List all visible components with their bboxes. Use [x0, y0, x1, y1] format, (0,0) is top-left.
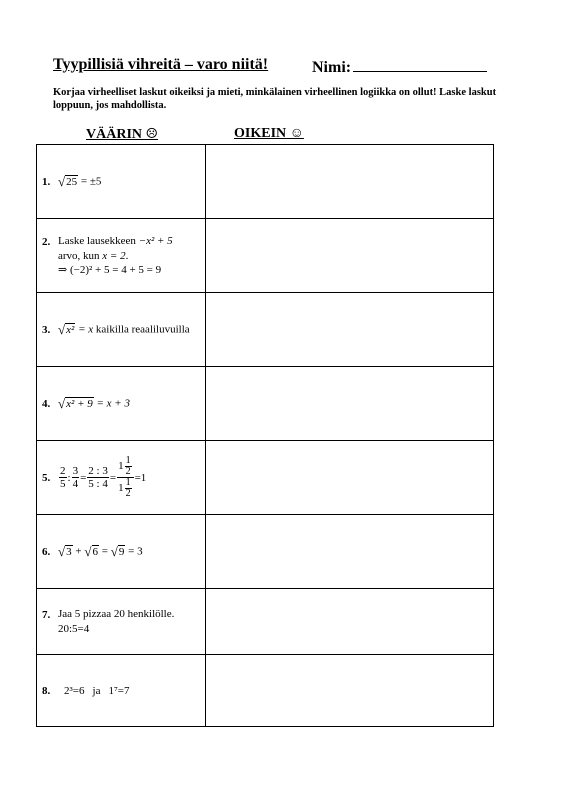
wrong-cell-2: 2. Laske lausekkeen −x² + 5 arvo, kun x = 2. ⇒ (−2)² + 5 = 4 + 5 = 9	[37, 219, 206, 293]
exercise-number: 1.	[42, 175, 51, 188]
answer-cell-2[interactable]	[206, 219, 494, 293]
expression-rest: = 3	[125, 545, 143, 558]
expression: √ x² + 9 = x + 3	[58, 395, 130, 411]
title-text: Tyypillisiä vihreitä – varo niitä!	[53, 56, 269, 73]
table-row	[37, 515, 494, 589]
expression: 20:5=4	[58, 622, 90, 635]
expression: x = 2	[102, 249, 126, 262]
exercise-number: 2.	[42, 235, 51, 248]
whole-part: 1	[118, 460, 124, 472]
exercise-number: 5.	[42, 471, 51, 484]
wrong-cell-4	[37, 367, 206, 441]
expression: √ 3 + √ 6 = √ 9 = 3	[58, 543, 143, 559]
expression-rest: = x + 3	[93, 397, 130, 410]
numerator: 1	[125, 455, 131, 466]
whole-part: 1	[118, 482, 124, 494]
expression: $\frac{2}{5}$ : $\frac{3}{4}$ = $\frac{2 : 3}{5 : 4}$ = 1 $\frac{1}{2}$ 1 $\frac{1}{2}$ = 1	[60, 455, 147, 499]
expression: √ x² = x kaikilla reaaliluvuilla	[58, 321, 190, 337]
table-row	[37, 219, 494, 293]
exercise-number: 7.	[42, 608, 51, 621]
numerator: 2 : 3	[88, 465, 108, 477]
wrong-cell-7	[37, 589, 206, 655]
text-line: Jaa 5 pizzaa 20 henkilölle.	[58, 608, 175, 621]
expression: −x² + 5	[138, 235, 173, 248]
radicand: 9	[118, 545, 125, 558]
text: kaikilla reaaliluvuilla	[93, 323, 190, 336]
wrong-cell-3	[37, 293, 206, 367]
exercise-number: 8.	[42, 684, 51, 697]
denominator: 2	[125, 466, 131, 477]
answer-cell-1[interactable]	[206, 145, 494, 219]
table-row	[37, 441, 494, 515]
name-label: Nimi:	[312, 59, 352, 76]
answer-cell-4[interactable]	[206, 367, 494, 441]
exercise-number: 4.	[42, 397, 51, 410]
numerator: 2	[60, 465, 66, 477]
expression: ⇒ (−2)² + 5 = 4 + 5 = 9	[58, 263, 162, 276]
column-header-wrong: VÄÄRIN ☹	[86, 127, 159, 142]
text-line: Laske lausekkeen	[58, 235, 139, 248]
answer-cell-8[interactable]	[206, 655, 494, 727]
name-field	[312, 56, 487, 77]
result: 1	[140, 471, 147, 484]
answer-cell-7[interactable]	[206, 589, 494, 655]
table-row	[37, 589, 494, 655]
radicand: 6	[92, 545, 98, 558]
wrong-cell-6	[37, 515, 206, 589]
wrong-cell-1	[37, 145, 206, 219]
exercise-number: 3.	[42, 323, 51, 336]
worksheet-title	[53, 56, 268, 74]
radicand: 25	[66, 175, 78, 188]
answer-cell-6[interactable]	[206, 515, 494, 589]
table-row	[37, 145, 494, 219]
instructions: Korjaa virheelliset laskut oikeiksi ja mieti, minkälainen virheellinen logiikka on ollut! Laske laskut loppuun, jos mahdollista.	[53, 87, 497, 111]
expression-rest: = x	[75, 323, 94, 336]
numerator: 1	[125, 477, 131, 488]
table-row	[37, 655, 494, 727]
expression	[58, 685, 130, 697]
table-row	[37, 293, 494, 367]
radicand: x²	[66, 323, 75, 336]
exercise-number: 6.	[42, 545, 51, 558]
column-header-right: OIKEIN ☺	[234, 126, 304, 141]
connector-text: ja	[92, 684, 101, 697]
radicand: x² + 9	[66, 397, 93, 410]
denominator: 5	[60, 478, 66, 490]
expression: √ 25 = ±5	[58, 173, 102, 189]
answer-cell-5[interactable]	[206, 441, 494, 515]
expression-rest: = ±5	[78, 175, 102, 188]
denominator: 5 : 4	[88, 478, 108, 490]
expression-a: 2³=6	[64, 684, 85, 697]
wrong-cell-8	[37, 655, 206, 727]
denominator: 2	[125, 488, 131, 499]
table-row	[37, 367, 494, 441]
text-line: arvo, kun	[58, 249, 103, 262]
answer-cell-3[interactable]	[206, 293, 494, 367]
name-blank-line	[353, 56, 487, 72]
denominator: 4	[72, 478, 79, 490]
exercise-table	[36, 144, 494, 727]
radicand: 3	[66, 545, 72, 558]
expression-b: 1⁷=7	[108, 684, 130, 697]
numerator: 3	[72, 465, 79, 477]
wrong-cell-5	[37, 441, 206, 515]
